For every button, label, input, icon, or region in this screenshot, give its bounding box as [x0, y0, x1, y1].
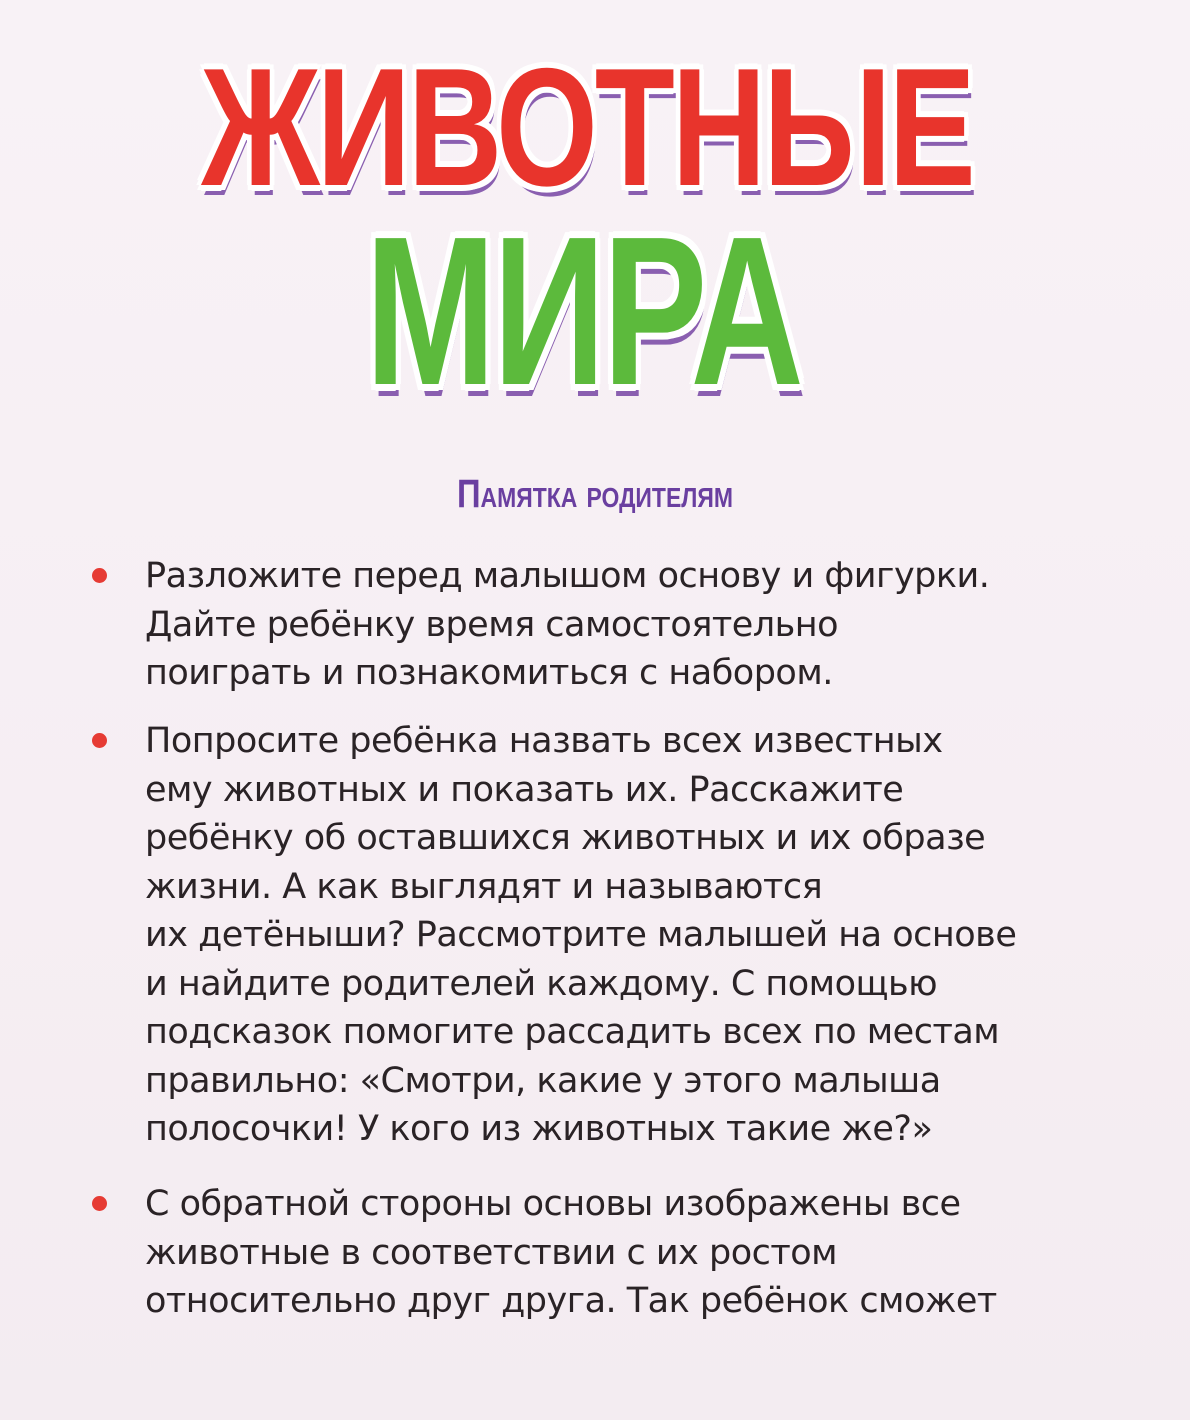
- text-line: Попросите ребёнка назвать всех известных: [145, 721, 943, 761]
- text-line: правильно: «Смотри, какие у этого малыша: [145, 1060, 941, 1101]
- title-line-2: МИРА: [365, 192, 801, 429]
- text-line: подсказок помогите рассадить всех по местам: [145, 1012, 1000, 1052]
- text-line: ребёнку об оставшихся животных и их образе: [145, 818, 986, 858]
- bullet-paragraph-2: [145, 717, 1016, 1154]
- text-line: ему животных и показать их. Расскажите: [145, 769, 904, 810]
- text-line: и найдите родителей каждому. С помощью: [145, 963, 938, 1004]
- bullet-dot-icon: [92, 568, 107, 583]
- text-line: Разложите перед малышом основу и фигурки.: [145, 556, 990, 596]
- text-line: относительно друг друга. Так ребёнок сможет: [145, 1281, 997, 1321]
- text-line: их детёныши? Рассмотрите малышей на основе: [145, 915, 1017, 955]
- text-line: животные в соответствии с их ростом: [145, 1232, 838, 1273]
- text-line: полосочки! У кого из животных такие же?»: [145, 1109, 933, 1149]
- text-line: С обратной стороны основы изображены все: [145, 1184, 961, 1224]
- bullet-paragraph-1: [145, 552, 989, 698]
- bullet-dot-icon: [92, 1196, 107, 1211]
- text-line: поиграть и познакомиться с набором.: [145, 653, 833, 693]
- title-line-1: ЖИВОТНЫЕ: [201, 33, 973, 221]
- text-line: Дайте ребёнку время самостоятельно: [145, 604, 839, 645]
- bullet-paragraph-3: [145, 1180, 997, 1326]
- text-line: жизни. А как выглядят и называются: [145, 866, 823, 907]
- bullet-dot-icon: [92, 733, 107, 748]
- subtitle: Памятка родителям: [456, 472, 734, 516]
